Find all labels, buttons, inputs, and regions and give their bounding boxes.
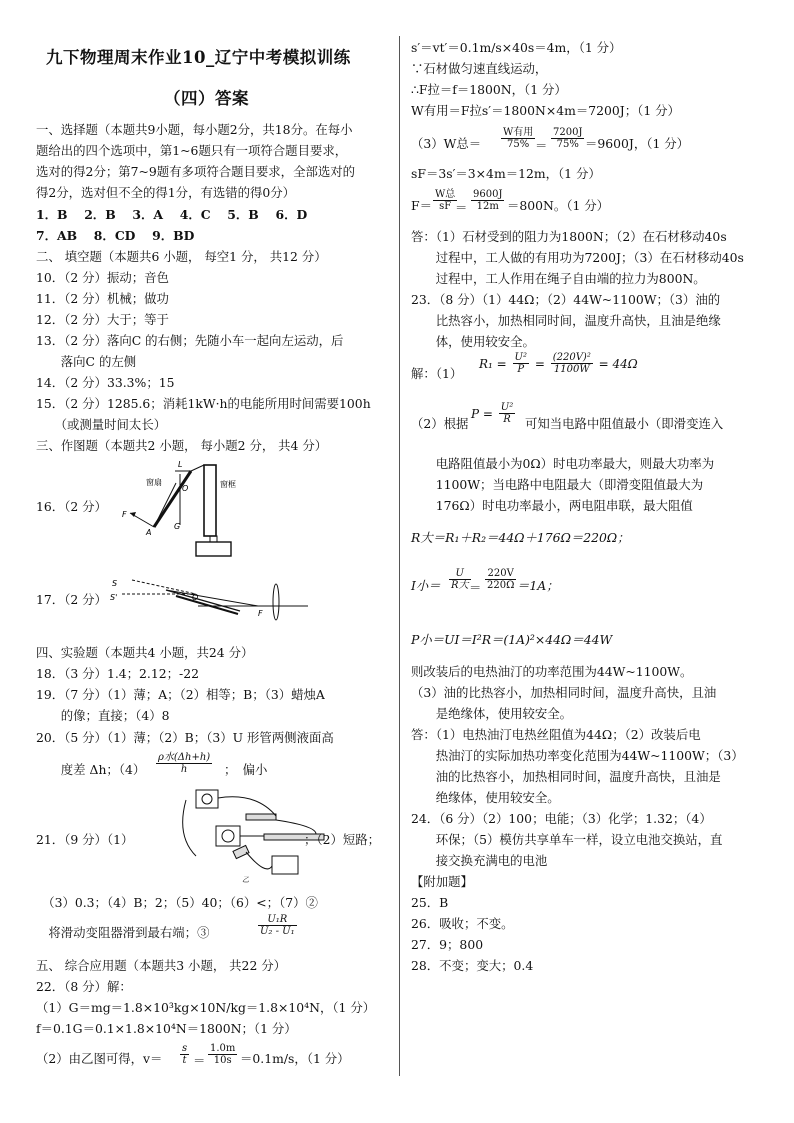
answer-line: ＝800N。（1 分） (507, 198, 610, 213)
answer-line: 绝缘体，使用较安全。 (411, 790, 560, 805)
answer-line: （3）W总＝ (411, 136, 482, 151)
fraction-f-values (471, 189, 504, 212)
fig21-label: 乙 (242, 876, 249, 884)
equals-sign: ＝ (469, 580, 482, 595)
frac-numerator: 1.0m (210, 1043, 236, 1054)
figure-17-reflection-lens (108, 566, 308, 622)
answer-line: 19．（7 分）（1）薄；A；（2）相等；B；（3）蜡烛A (36, 687, 325, 702)
section-3-heading: 三、作图题（本题共2 小题， 每小题2 分， 共4 分） (36, 438, 328, 453)
section-1-heading: 一、选择题（本题共9小题，每小题2分，共18分。在每小 (36, 122, 353, 137)
section-5-heading: 五、 综合应用题（本题共3 小题， 共22 分） (36, 958, 287, 973)
fraction-q20 (156, 752, 212, 775)
frac-numerator: s (182, 1043, 188, 1054)
answer-line: （3）0.3；（4）B；2；（5）40；（6）<；（7）② (36, 895, 318, 910)
formula-p-min: P小＝UI＝I²R＝(1A)²×44Ω＝44W (411, 632, 613, 647)
fig16-label: 窗扇 (146, 478, 162, 487)
frac-denominator: 75% (556, 139, 579, 150)
answer-line: 答：（1）电热油汀电热丝阻值为44Ω；（2）改装后电 (411, 727, 701, 742)
answer-line: I小＝ (411, 578, 441, 593)
formula-r1: R₁ = $\frac{\text{U²}}{P}$ = $\frac{\text{(220V)²}}{1100W}$ = 44Ω (479, 352, 638, 375)
answer-line: ＝1A； (517, 578, 559, 593)
answer-line: 11．（2 分）机械；做功 (36, 291, 169, 306)
equals-sign: ＝ (455, 200, 468, 215)
answer-line: sF＝3s′＝3×4m＝12m，（1 分） (411, 166, 601, 181)
answer-line: 落向C 的左侧 (36, 354, 137, 369)
doc-title-line2: （四）答案 (164, 89, 249, 108)
answer-line: 将滑动变阻器滑到最右端；③ (36, 925, 210, 940)
answer-line: ；（2）短路； (304, 832, 381, 847)
fraction-i (449, 568, 471, 591)
answer-line: 14．（2 分）33.3%；15 (36, 375, 175, 390)
answer-line: 体，使用较安全。 (411, 334, 535, 349)
fraction-v (180, 1043, 189, 1066)
fig16-label: L (178, 460, 183, 469)
fig17-label: O (192, 593, 199, 602)
frac-numerator: W有用 (503, 127, 534, 138)
answer-line: ； 偏小 (224, 762, 268, 777)
answer-line: （1）G＝mg＝1.8×10³kg×10N/kg＝1.8×10⁴N，（1 分） (36, 1000, 376, 1015)
formula-r-max: R大＝R₁＋R₂＝44Ω＋176Ω＝220Ω； (411, 530, 630, 545)
column-divider (399, 36, 400, 1076)
fraction-v-values (208, 1043, 237, 1066)
frac-numerator: 7200J (553, 127, 583, 138)
answer-line: 油的比热容小，加热相同时间，温度升高快，且油是 (411, 769, 721, 784)
fig17-label: F (258, 609, 263, 618)
answer-line: 176Ω）时电功率最小，两电阻串联，最大阻值 (411, 498, 693, 513)
doc-title-line1: 九下物理周末作业10_辽宁中考模拟训练 (46, 48, 351, 67)
section-4-heading: 四、实验题（本题共4 小题，共24 分） (36, 645, 254, 660)
answer-line: 可知当电路中阻值最小（即滑变连入 (525, 416, 724, 431)
answer-line: 电路阻值最小为0Ω）时电功率最大，则最大功率为 (411, 456, 715, 471)
frac-denominator: 12m (476, 201, 499, 212)
answer-line: W有用＝F拉s′＝1800N×4m＝7200J；（1 分） (411, 103, 680, 118)
answer-line: 度差 Δh；（4） (36, 762, 146, 777)
answer-line: 是绝缘体，使用较安全。 (411, 706, 573, 721)
fraction-f (433, 189, 457, 212)
answer-line: 23．（8 分）（1）44Ω；（2）44W~1100W；（3）油的 (411, 292, 721, 307)
answer-line: ∵石材做匀速直线运动， (411, 61, 548, 76)
frac-numerator: 220V (485, 568, 516, 580)
answer-line: （或测量时间太长） (36, 417, 167, 432)
answer-line: 28．不变；变大；0.4 (411, 958, 534, 973)
figure-16-window-lever (116, 455, 246, 558)
q17-label: 17．（2 分） (36, 592, 107, 607)
bonus-heading: 【附加题】 (411, 874, 473, 889)
answer-line: 24．（6 分）（2）100；电能；（3）化学；1.32；（4） (411, 811, 712, 826)
section-2-heading: 二、 填空题（本题共6 小题， 每空1 分， 共12 分） (36, 249, 327, 264)
fraction-q21 (258, 914, 297, 937)
answer-line: 过程中，工人做的有用功为7200J；（3）在石材移动40s (411, 250, 744, 265)
fig16-label: 窗框 (220, 480, 236, 489)
frac-denominator: 10s (213, 1055, 232, 1066)
equals-sign: ＝ (193, 1053, 206, 1068)
frac-denominator: 75% (507, 139, 530, 150)
frac-denominator: U₂ - U₁ (260, 926, 295, 937)
frac-numerator: W总 (435, 189, 456, 200)
answer-line: 21．（9 分）（1） (36, 832, 134, 847)
fig17-label: S (112, 579, 118, 588)
answer-line: 26．吸收；不变。 (411, 916, 514, 931)
answer-line: 热油汀的实际加热功率变化范围为44W~1100W；（3） (411, 748, 744, 763)
fig17-label: S' (110, 593, 118, 602)
answer-line: 解：（1） (411, 366, 463, 381)
fraction-i-values (485, 568, 516, 591)
answer-line: 18．（3 分）1.4；2.12；-22 (36, 666, 199, 681)
answer-line: 环保；（5）模仿共享单车一样，设立电池交换站，直 (411, 832, 723, 847)
answer-line: 1．B 2．B 3．A 4．C 5．B 6．D (36, 207, 308, 222)
answer-line: 20．（5 分）（1）薄；（2）B；（3）U 形管两侧液面高 (36, 730, 334, 745)
q16-label: 16．（2 分） (36, 499, 107, 514)
answer-line: 25．B (411, 895, 449, 910)
frac-numerator: ρ水(Δh+h) (158, 752, 211, 763)
answer-line: 27．9；800 (411, 937, 484, 952)
fig16-label: G (174, 522, 181, 531)
text-line: 题给出的四个选项中，第1~6题只有一项符合题目要求， (36, 143, 348, 158)
frac-denominator: sF (439, 201, 452, 212)
answer-line: 12．（2 分）大于；等于 (36, 312, 169, 327)
answer-line: 则改装后的电热油汀的功率范围为44W~1100W。 (411, 664, 693, 679)
fig16-label: F (122, 510, 127, 519)
frac-denominator: 220Ω (487, 580, 515, 591)
answer-line: 比热容小，加热相同时间，温度升高快，且油是绝缘 (411, 313, 721, 328)
answer-line: s′＝vt′＝0.1m/s×40s＝4m，（1 分） (411, 40, 622, 55)
formula-p: P = $\frac{\text{U²}}{R}$ (471, 402, 514, 425)
answer-line: （3）油的比热容小，加热相同时间，温度升高快，且油 (411, 685, 717, 700)
answer-line: 15．（2 分）1285.6；消耗1kW·h的电能所用时间需要100h (36, 396, 371, 411)
answer-line: （2）由乙图可得，v＝ (36, 1051, 163, 1066)
fraction-w-values (551, 127, 584, 150)
fig16-label: O (182, 484, 189, 493)
frac-numerator: U (449, 568, 471, 580)
text-line: 得2分，选对但不全的得1分，有选错的得0分） (36, 185, 296, 200)
answer-line: 的像；直接；（4）8 (36, 708, 170, 723)
answer-line: 7．AB 8．CD 9．BD (36, 228, 195, 243)
fraction-w-total (501, 127, 535, 150)
frac-denominator: t (182, 1055, 187, 1066)
answer-line: 过程中，工人作用在绳子自由端的拉力为800N。 (411, 271, 706, 286)
frac-numerator: 9600J (473, 189, 503, 200)
answer-line: ∴F拉＝f＝1800N，（1 分） (411, 82, 567, 97)
answer-line: 接交换充满电的电池 (411, 853, 548, 868)
answer-line: F＝ (411, 198, 432, 213)
frac-denominator: R大 (451, 580, 469, 591)
answer-line: 答：（1）石材受到的阻力为1800N；（2）在石材移动40s (411, 229, 727, 244)
answer-line: ＝9600J，（1 分） (585, 136, 690, 151)
answer-line: （2）根据 (411, 416, 469, 431)
answer-line: 22．（8 分）解： (36, 979, 132, 994)
text-line: 选对的得2分；第7~9题有多项符合题目要求，全部选对的 (36, 164, 356, 179)
equals-sign: ＝ (535, 138, 548, 153)
fig16-label: A (146, 528, 152, 537)
frac-denominator: h (180, 764, 188, 775)
answer-line: f＝0.1G＝0.1×1.8×10⁴N＝1800N；（1 分） (36, 1021, 297, 1036)
answer-line: 13．（2 分）落向C 的右侧；先随小车一起向左运动，后 (36, 333, 344, 348)
answer-line: 1100W；当电路中电阻最大（即滑变阻值最大为 (411, 477, 704, 492)
answer-line: 10．（2 分）振动；音色 (36, 270, 169, 285)
figure-21-circuit (156, 786, 326, 886)
answer-line: ＝0.1m/s，（1 分） (240, 1051, 350, 1066)
frac-numerator: U₁R (258, 914, 297, 926)
